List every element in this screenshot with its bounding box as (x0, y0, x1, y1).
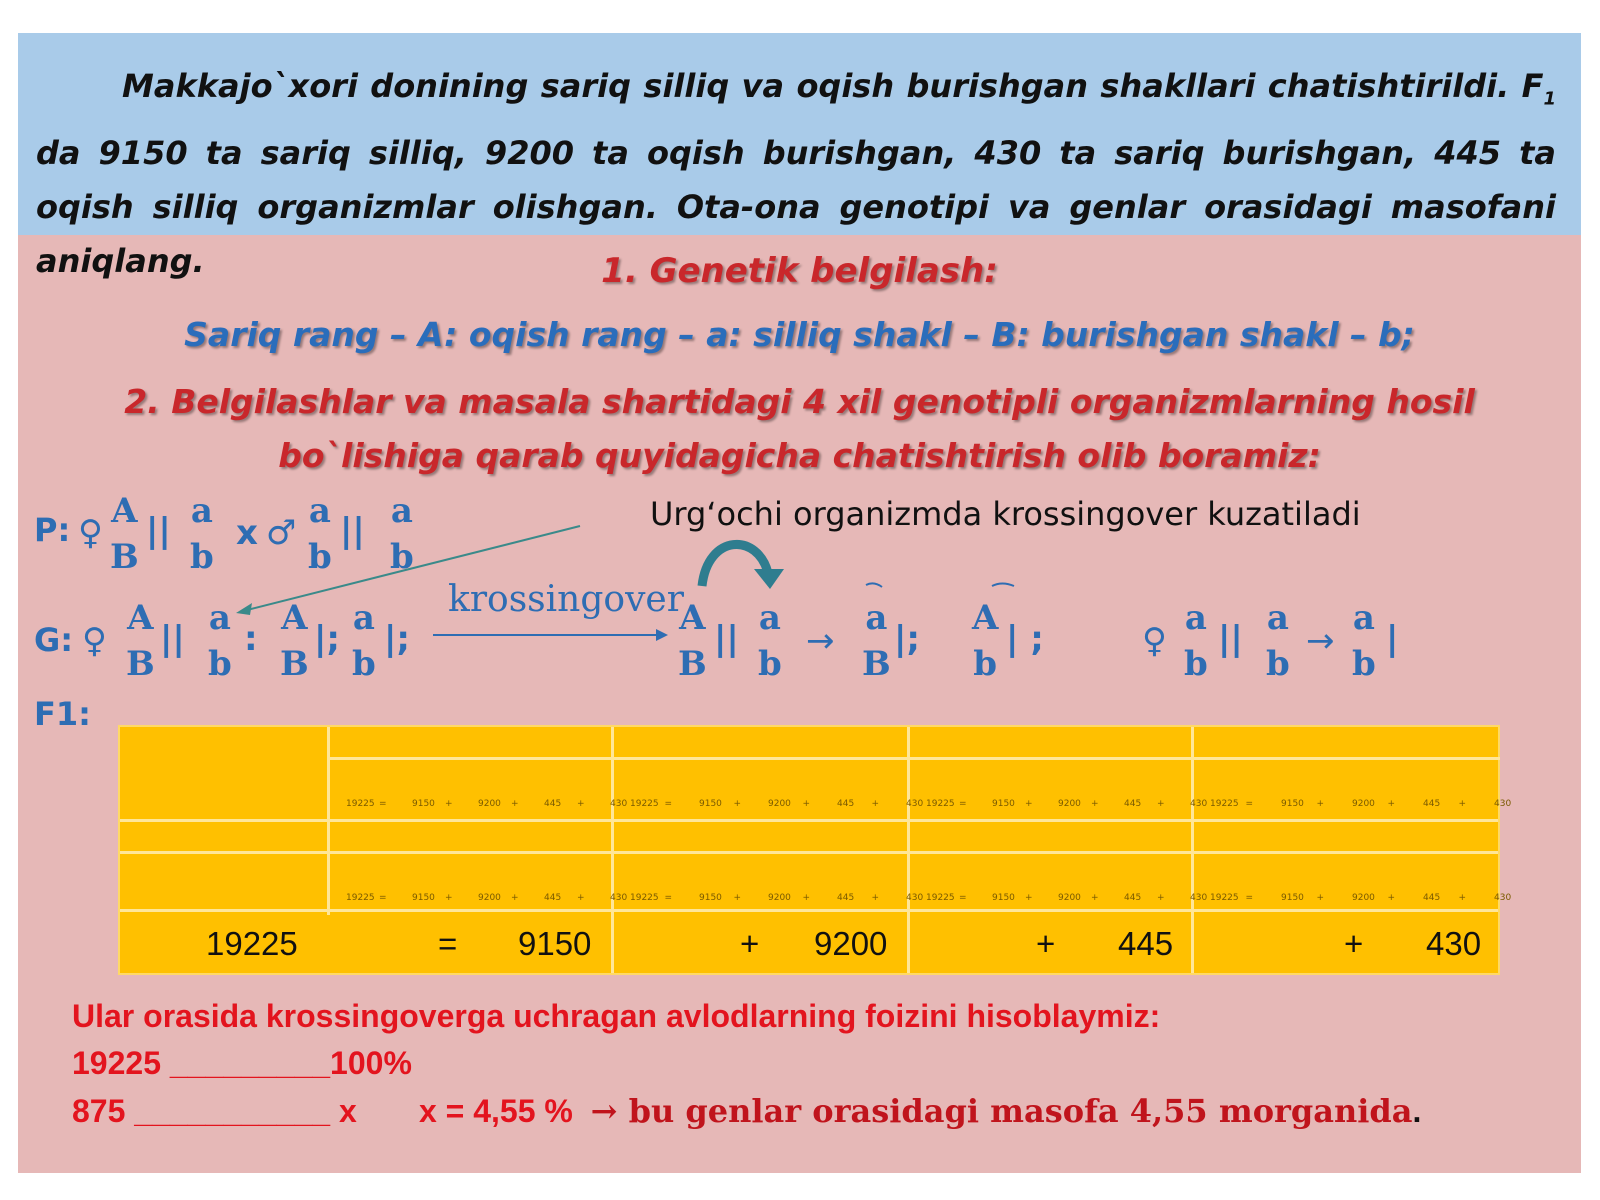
tiny-equation-term: = (1245, 893, 1254, 903)
krossingover-label: krossingover (448, 579, 684, 620)
tiny-equation-term: + (511, 893, 519, 903)
tiny-equation-term: 430 (1190, 799, 1208, 809)
tiny-equation-term: 445 (1124, 893, 1142, 903)
heading-gene-symbols: Sariq rang – A: oqish rang – a: silliq shakl – B: burishgan shakl – b; (184, 315, 1415, 354)
calc-proportion-1: 19225 _________100% (72, 1045, 412, 1081)
tiny-equation-term: + (1387, 799, 1396, 809)
tiny-equation-term: 9150 (1281, 893, 1304, 903)
tiny-equation-term: 9150 (412, 893, 435, 903)
chromosome-bar: || (714, 619, 739, 659)
ab-gamete: a b (1184, 598, 1208, 684)
heading-cross-description: 2. Belgilashlar va masala shartidagi 4 xil genotipli organizmlarning hosil bo`lishiga qarab quyidagicha chatishtirish olib boramiz: (124, 382, 1475, 475)
female-symbol: ♀ (1142, 621, 1167, 661)
chromosome-bar: || (146, 511, 171, 551)
tiny-equation-term: + (1091, 799, 1099, 809)
tiny-equation-term: 430 (610, 799, 628, 809)
sum-value-3: 445 (1118, 925, 1174, 962)
tiny-equation-term: 9200 (478, 893, 501, 903)
result-text: bu genlar orasidagi masofa 4,55 morganida (617, 1092, 1413, 1130)
g-gamete-ab-single: a b (352, 598, 376, 684)
f1-table (118, 725, 1512, 975)
chromosome-bar: |; (314, 619, 341, 659)
tiny-equation-term: 9150 (1281, 799, 1304, 809)
crossing-over-note: Urg‘ochi organizmda krossingover kuzatiladi (650, 495, 1361, 533)
tiny-equation-term: + (1316, 799, 1325, 809)
sum-plus-2: + (1036, 925, 1056, 962)
g-gamete-AB-single: A B (280, 598, 309, 684)
recombinant-aB: a B (862, 598, 891, 684)
tiny-equation-term: + (802, 893, 811, 903)
tiny-equation-term: 445 (837, 799, 855, 809)
tiny-equation-term: + (1091, 893, 1099, 903)
tiny-equation-term: + (733, 799, 742, 809)
female-symbol: ♀ (82, 621, 107, 661)
tiny-equation-term: 445 (837, 893, 855, 903)
sum-row (120, 915, 1498, 973)
tiny-equation-term: 430 (610, 893, 628, 903)
p-male-upper: a b (308, 491, 332, 577)
tiny-equation-term: 445 (544, 893, 562, 903)
tiny-equation-term: 19225 (630, 799, 659, 809)
tiny-equation-term: 9200 (1058, 893, 1081, 903)
tiny-equation-term: + (1458, 893, 1467, 903)
colon: : (244, 619, 258, 659)
tiny-equation-term: + (577, 799, 585, 809)
tiny-equation-term: 9200 (768, 893, 791, 903)
tiny-equation-term: 445 (1423, 799, 1441, 809)
chromosome-bar: || (160, 619, 185, 659)
tiny-equation-term: = (1245, 799, 1254, 809)
co-gamete-AB: A B (678, 598, 707, 684)
sum-value-1: 9150 (518, 925, 592, 962)
tiny-equation-term: + (445, 799, 453, 809)
tiny-equation-term: = (379, 893, 387, 903)
tiny-equation-term: + (871, 799, 880, 809)
g-gamete-ab: a b (208, 598, 232, 684)
recombinant-Ab: A b (972, 598, 999, 684)
tiny-equation-term: + (1458, 799, 1467, 809)
tiny-equation-term: + (733, 893, 742, 903)
tiny-equation-term: 445 (1423, 893, 1441, 903)
male-symbol: ♂ (266, 513, 297, 553)
tiny-equation-term: 19225 (926, 893, 955, 903)
tiny-equation-term: 9200 (478, 799, 501, 809)
chromosome-bar: | ; (1006, 619, 1044, 659)
tiny-equation-term: 430 (906, 799, 924, 809)
tiny-equation-term: 430 (1190, 893, 1208, 903)
tiny-equation-term: 9150 (992, 799, 1015, 809)
chromosome-bar: |; (384, 619, 411, 659)
tiny-equation-term: 19225 (926, 799, 955, 809)
tiny-equation-term: 430 (1494, 893, 1512, 903)
tiny-equation-term: 19225 (346, 893, 375, 903)
arrow: → (1306, 621, 1335, 661)
tiny-equation-term: 19225 (1210, 893, 1239, 903)
female-symbol: ♀ (78, 513, 103, 553)
cross-times: x (236, 513, 258, 553)
ab-gamete: a b (1266, 598, 1290, 684)
sum-value-4: 430 (1426, 925, 1482, 962)
tiny-equation-term: 430 (1494, 799, 1512, 809)
p-female-upper: A B (110, 491, 139, 577)
tiny-equation-term: = (379, 799, 387, 809)
g-gamete-AB: A B (126, 598, 155, 684)
sum-total: 19225 (206, 925, 298, 962)
tiny-equation-term: 19225 (1210, 799, 1239, 809)
tiny-equation-term: + (1316, 893, 1325, 903)
tiny-equation-term: = (664, 799, 673, 809)
tiny-equation-term: + (1387, 893, 1396, 903)
tiny-equation-term: + (511, 799, 519, 809)
p-label: P: (34, 511, 71, 549)
heading-genetic-notation: 1. Genetik belgilash: (601, 251, 998, 291)
tiny-equation-term: 430 (906, 893, 924, 903)
co-gamete-ab: a b (758, 598, 782, 684)
g-label: G: (34, 621, 74, 659)
p-male-lower: a b (390, 491, 414, 577)
tiny-equation-term: 9200 (1352, 799, 1375, 809)
tiny-equation-term: 9150 (699, 893, 722, 903)
tiny-equation-term: 19225 (630, 893, 659, 903)
tiny-equation-term: + (1025, 893, 1033, 903)
tiny-equation-term: + (577, 893, 585, 903)
tiny-equation-term: 9200 (1352, 893, 1375, 903)
calc-heading: Ular orasida krossingoverga uchragan avlodlarning foizini hisoblaymiz: (72, 998, 1161, 1034)
chromosome-bar: || (1218, 619, 1243, 659)
sum-plus-1: + (740, 925, 760, 962)
tiny-equation-term: + (871, 893, 880, 903)
tiny-equation-term: = (959, 799, 967, 809)
calc-proportion-2: 875 ___________ x x = 4,55 % → bu genlar orasidagi masofa 4,55 morganida. (72, 1092, 1422, 1130)
arrow: → (806, 621, 835, 661)
result-arrow: → (590, 1092, 618, 1130)
tiny-equation-term: = (664, 893, 673, 903)
tiny-equation-term: + (802, 799, 811, 809)
chromosome-bar: || (340, 511, 365, 551)
tiny-equation-term: 445 (1124, 799, 1142, 809)
chromosome-bar: |; (894, 619, 921, 659)
chromosome-bar: | (1386, 619, 1399, 659)
tiny-equation-term: 9200 (768, 799, 791, 809)
sum-equals: = (438, 925, 458, 962)
tiny-equation-term: + (1157, 799, 1165, 809)
tiny-equation-term: 9200 (1058, 799, 1081, 809)
tiny-equation-term: + (1025, 799, 1033, 809)
f1-label: F1: (34, 695, 91, 733)
sum-value-2: 9200 (814, 925, 888, 962)
tiny-equation-term: + (1157, 893, 1165, 903)
tiny-equation-term: 9150 (992, 893, 1015, 903)
p-female-lower: a b (190, 491, 214, 577)
tiny-equation-term: = (959, 893, 967, 903)
tiny-equation-term: 9150 (699, 799, 722, 809)
ab-gamete: a b (1352, 598, 1376, 684)
tiny-equation-term: 445 (544, 799, 562, 809)
tiny-equation-term: + (445, 893, 453, 903)
tiny-equation-term: 19225 (346, 799, 375, 809)
tiny-equation-term: 9150 (412, 799, 435, 809)
problem-text: Makkajo`xori donining sariq silliq va oqish burishgan shakllari chatishtirildi. $F_1$ da 9150 ta sariq silliq, 9200 ta oqish burishgan, 430 ta sariq burishgan, 445 ta oqish silliq organizmlar olishgan. Ota-ona genotipi va genlar orasidagi masofani aniqlang. (36, 67, 1556, 281)
sum-plus-3: + (1344, 925, 1364, 962)
